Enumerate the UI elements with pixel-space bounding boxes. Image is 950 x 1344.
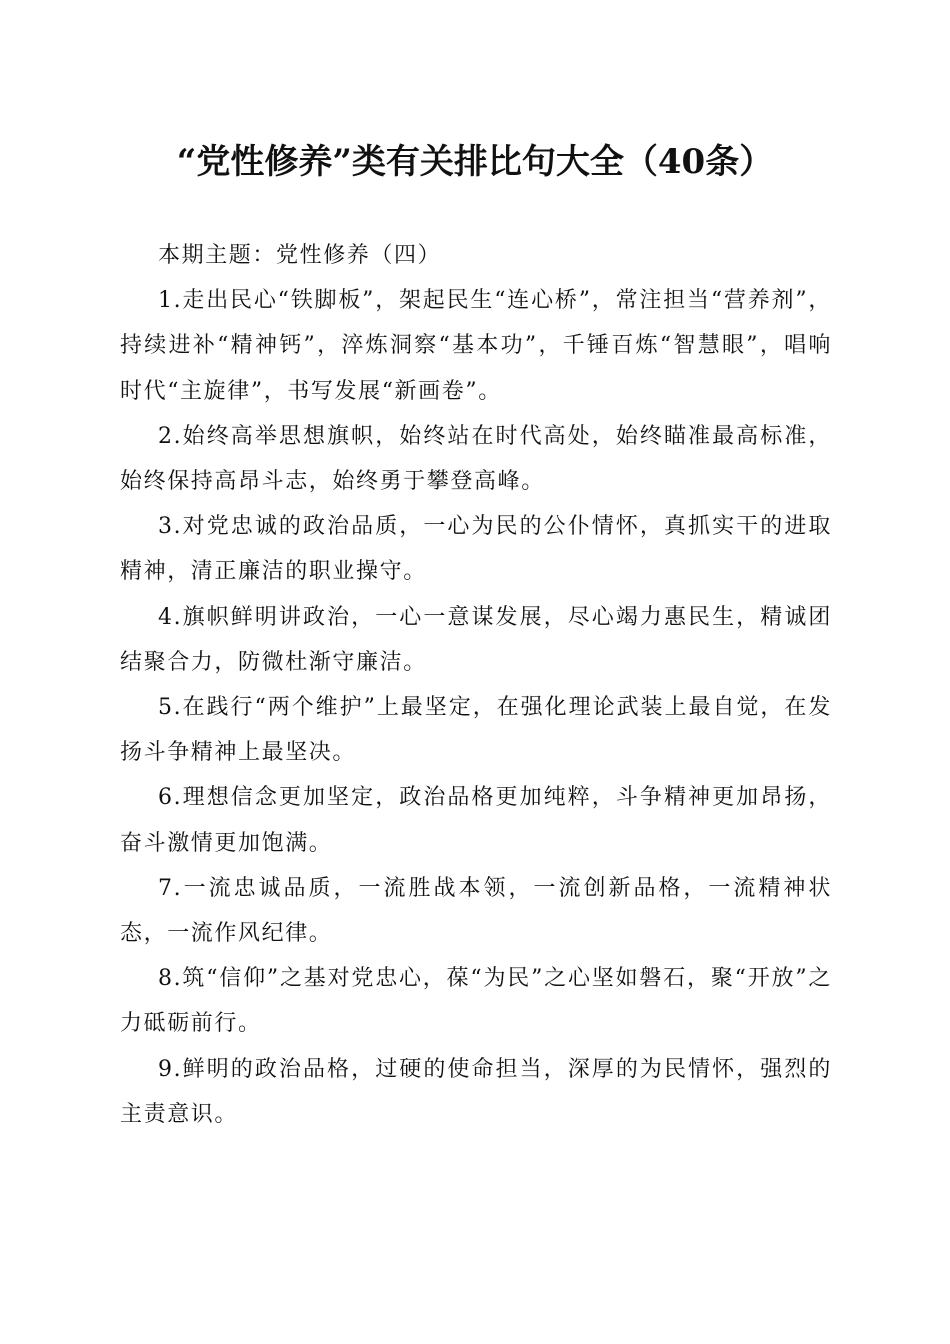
document-body [120,233,832,1137]
list-item: 7.一流忠诚品质，一流胜战本领，一流创新品格，一流精神状态，一流作风纪律。 [120,875,832,947]
list-item: 2.始终高举思想旗帜，始终站在时代高处，始终瞄准最高标准，始终保持高昂斗志，始终勇于攀登高峰。 [120,423,832,495]
list-item: 3.对党忠诚的政治品质，一心为民的公仆情怀，真抓实干的进取精神，清正廉洁的职业操守。 [120,514,832,585]
list-item: 9.鲜明的政治品格，过硬的使命担当，深厚的为民情怀，强烈的主责意识。 [120,1056,832,1127]
document-title: “党性修养”类有关排比句大全（40条） [176,142,774,182]
list-item: 8.筑“信仰”之基对党忠心，葆“为民”之心坚如磐石，聚“开放”之力砥砺前行。 [120,966,832,1037]
list-item: 4.旗帜鲜明讲政治，一心一意谋发展，尽心竭力惠民生，精诚团结聚合力，防微杜渐守廉洁。 [120,604,832,675]
list-item: 1.走出民心“铁脚板”，架起民生“连心桥”，常注担当“营养剂”，持续进补“精神钙”，淬炼洞察“基本功”，千锤百炼“智慧眼”，唱响时代“主旋律”，书写发展“新画卷”。 [120,288,832,404]
list-item: 6.理想信念更加坚定，政治品格更加纯粹，斗争精神更加昂扬，奋斗激情更加饱满。 [120,785,832,856]
list-item: 5.在践行“两个维护”上最坚定，在强化理论武装上最自觉，在发扬斗争精神上最坚决。 [120,695,832,766]
topic-line: 本期主题：党性修养（四） [158,243,442,268]
